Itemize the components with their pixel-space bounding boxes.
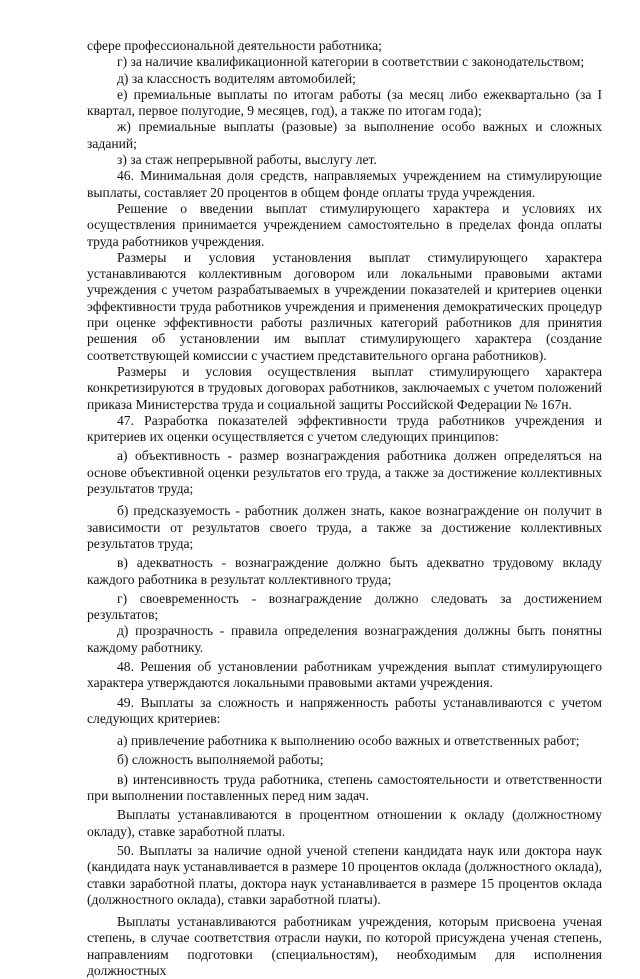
paragraph: Размеры и условия осуществления выплат стимулирующего характера конкретизируются в трудовых договорах работников, заключаемых с учетом положений приказа Министерства труда и социальной защиты Российской Федерации № 167н. (87, 363, 602, 412)
paragraph: Решение о введении выплат стимулирующего характера и условиях их осуществления принимается учреждением самостоятельно в пределах фонда оплаты труда работников учреждения. (87, 200, 602, 249)
paragraph: 50. Выплаты за наличие одной ученой степени кандидата наук или доктора наук (кандидата наук устанавливается в размере 10 процентов оклада (должностного оклада), ставки заработной платы, доктора наук устанавливается в размере 15 процентов оклада (должностного оклада), ставки заработной платы). (87, 842, 602, 907)
paragraph: в) адекватность - вознаграждение должно быть адекватно трудовому вкладу каждого работника в результат коллективного труда; (87, 555, 602, 587)
paragraph: в) интенсивность труда работника, степень самостоятельности и ответственности при выполнении поставленных перед ним задач. (87, 771, 602, 804)
paragraph: 48. Решения об установлении работникам учреждения выплат стимулирующего характера утверждаются локальными правовыми актами учреждения. (87, 658, 602, 691)
paragraph: г) своевременность - вознаграждение должно следовать за достижением результатов; (87, 590, 602, 623)
paragraph: 46. Минимальная доля средств, направляемых учреждением на стимулирующие выплаты, составляет 20 процентов в общем фонде оплаты труда учреждения. (87, 168, 602, 200)
document-body (87, 38, 602, 979)
paragraph: Выплаты устанавливаются в процентном отношении к окладу (должностному окладу), ставке заработной платы. (87, 807, 602, 839)
paragraph: е) премиальные выплаты по итогам работы (за месяц либо ежеквартально (за I квартал, первое полугодие, 9 месяцев, год), а также по итогам года); (87, 86, 602, 119)
paragraph: Размеры и условия установления выплат стимулирующего характера устанавливаются коллективным договором или локальными правовыми актами учреждения с учетом разрабатываемых в учреждении показателей и критериев оценки эффективности труда работников учреждения и применения демократических процедур при оценке эффективности работы различных категорий работников для принятия решения об установлении им выплат стимулирующего характера (создание соответствующей комиссии с участием представительного органа работников). (87, 249, 602, 363)
paragraph: 47. Разработка показателей эффективности труда работников учреждения и критериев их оценки осуществляется с учетом следующих принципов: (87, 412, 602, 445)
paragraph: д) прозрачность - правила определения вознаграждения должны быть понятны каждому работнику. (87, 623, 602, 655)
paragraph: г) за наличие квалификационной категории в соответствии с законодательством; (117, 54, 585, 70)
paragraph: Выплаты устанавливаются работникам учреждения, которым присвоена ученая степень, в случае соответствия отрасли науки, по которой присуждена ученая степень, направлениям подготовки (специальностям), необходимым для исполнения должностных (87, 914, 602, 979)
paragraph: з) за стаж непрерывной работы, выслугу лет. (117, 152, 377, 168)
paragraph: б) сложность выполняемой работы; (117, 752, 324, 768)
paragraph: а) объективность - размер вознаграждения работника должен определяться на основе объективной оценки результатов его труда, а также за достижение коллективных результатов труда; (87, 448, 602, 497)
paragraph: 49. Выплаты за сложность и напряженность работы устанавливаются с учетом следующих критериев: (87, 694, 602, 726)
paragraph: б) предсказуемость - работник должен знать, какое вознаграждение он получит в зависимости от результатов своего труда, а также за достижение коллективных результатов труда; (87, 503, 602, 551)
paragraph: ж) премиальные выплаты (разовые) за выполнение особо важных и сложных заданий; (87, 119, 602, 151)
paragraph: а) привлечение работника к выполнению особо важных и ответственных работ; (117, 733, 580, 749)
paragraph: д) за классность водителям автомобилей; (117, 70, 356, 86)
paragraph: сфере профессиональной деятельности работника; (87, 38, 382, 53)
